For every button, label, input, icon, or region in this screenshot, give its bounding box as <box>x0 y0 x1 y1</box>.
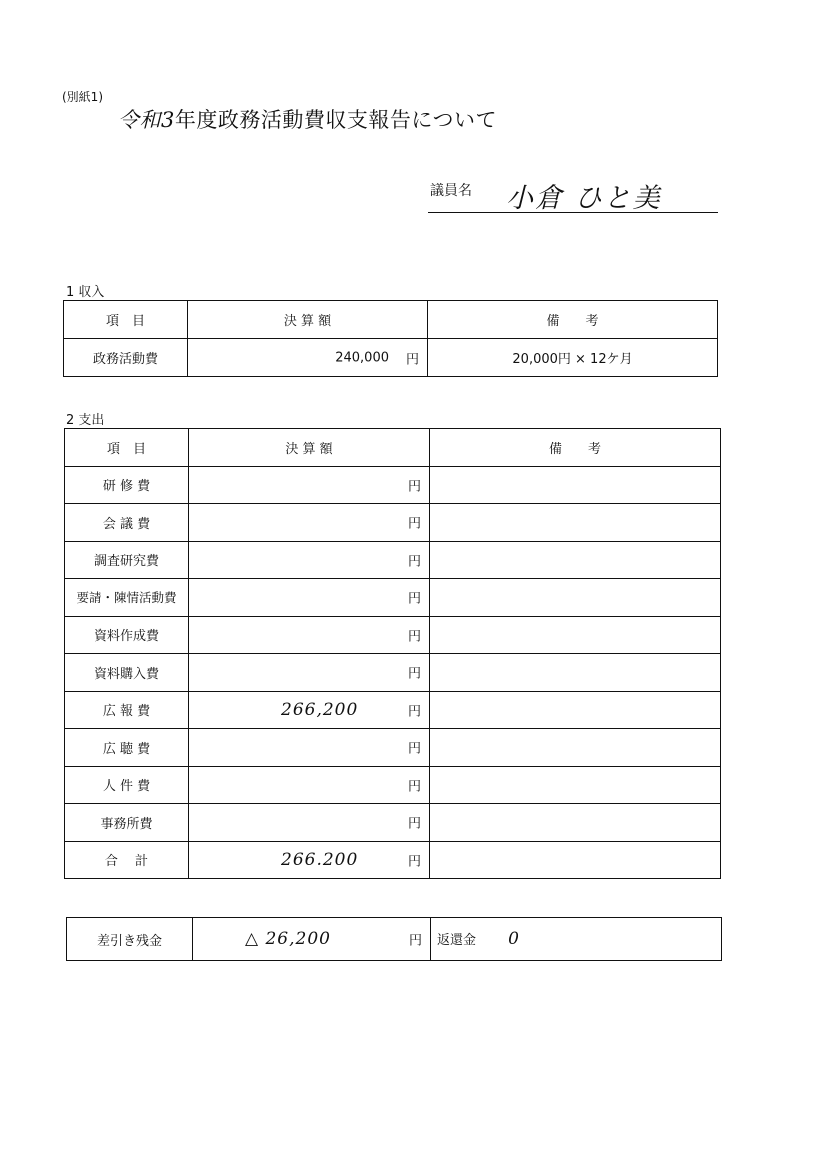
income-amount: 240,000 <box>335 350 389 365</box>
expenditure-remarks <box>430 466 721 504</box>
header-amount: 決 算 額 <box>189 429 430 467</box>
header-remarks: 備 考 <box>430 429 721 467</box>
balance-row <box>67 918 722 961</box>
header-remarks: 備 考 <box>428 301 718 339</box>
expenditure-row <box>65 504 721 542</box>
balance-amount-cell <box>193 918 431 961</box>
total-amount-handwritten: 266.200 <box>281 849 359 870</box>
yen-unit: 円 <box>407 591 421 607</box>
yen-unit: 円 <box>407 854 421 870</box>
header-item: 項 目 <box>64 301 188 339</box>
expenditure-remarks <box>430 616 721 654</box>
expenditure-remarks <box>430 579 721 617</box>
expenditure-remarks <box>430 766 721 804</box>
expenditure-header-row <box>65 429 721 467</box>
expenditure-amount-cell <box>189 466 430 504</box>
expenditure-row <box>65 691 721 729</box>
expenditure-remarks <box>430 654 721 692</box>
header-amount: 決 算 額 <box>188 301 428 339</box>
yen-unit: 円 <box>407 479 421 495</box>
yen-unit: 円 <box>408 933 422 949</box>
yen-unit: 円 <box>407 554 421 570</box>
expenditure-item: 研 修 費 <box>65 466 189 504</box>
expenditure-remarks <box>430 504 721 542</box>
title-year-handwritten: 3 <box>161 108 175 132</box>
attachment-note: (別紙1) <box>62 90 103 104</box>
expenditure-item: 人 件 費 <box>65 766 189 804</box>
expenditure-total-row <box>65 841 721 879</box>
income-item: 政務活動費 <box>64 339 188 377</box>
expenditure-item: 事務所費 <box>65 804 189 842</box>
income-row <box>64 339 718 377</box>
total-amount-cell <box>189 841 430 879</box>
expenditure-row <box>65 541 721 579</box>
yen-unit: 円 <box>407 666 421 682</box>
expenditure-table <box>64 428 721 879</box>
total-remarks <box>430 841 721 879</box>
refund-value-handwritten: 0 <box>508 929 520 949</box>
expenditure-item: 広 聴 費 <box>65 729 189 767</box>
income-header-row <box>64 301 718 339</box>
yen-unit: 円 <box>407 741 421 757</box>
yen-unit: 円 <box>405 352 419 367</box>
income-table <box>63 300 718 377</box>
expenditure-remarks <box>430 804 721 842</box>
expenditure-remarks <box>430 691 721 729</box>
yen-unit: 円 <box>407 816 421 832</box>
balance-table <box>66 917 722 961</box>
yen-unit: 円 <box>407 629 421 645</box>
expenditure-row <box>65 466 721 504</box>
expenditure-amount-handwritten: 266,200 <box>281 699 359 720</box>
expenditure-amount-cell <box>189 654 430 692</box>
expenditure-row <box>65 654 721 692</box>
expenditure-amount-cell <box>189 541 430 579</box>
expenditure-remarks <box>430 729 721 767</box>
expenditure-amount-cell <box>189 766 430 804</box>
expenditure-section-title: 2 支出 <box>66 413 105 428</box>
expenditure-item: 調査研究費 <box>65 541 189 579</box>
expenditure-item: 資料購入費 <box>65 654 189 692</box>
member-label: 議員名 <box>430 183 472 199</box>
balance-amount-handwritten: △ 26,200 <box>245 929 331 949</box>
expenditure-row <box>65 616 721 654</box>
income-remarks: 20,000円 × 12ケ月 <box>428 339 718 377</box>
title-era-handwritten: 令和 <box>118 108 161 132</box>
yen-unit: 円 <box>407 779 421 795</box>
income-section-title: 1 収入 <box>66 285 105 300</box>
expenditure-item: 資料作成費 <box>65 616 189 654</box>
expenditure-row <box>65 766 721 804</box>
balance-label: 差引き残金 <box>67 918 193 961</box>
yen-unit: 円 <box>407 516 421 532</box>
expenditure-item: 会 議 費 <box>65 504 189 542</box>
title-text: 年度政務活動費収支報告について <box>174 108 497 132</box>
expenditure-item: 広 報 費 <box>65 691 189 729</box>
yen-unit: 円 <box>407 704 421 720</box>
expenditure-amount-cell <box>189 804 430 842</box>
total-label: 合 計 <box>65 841 189 879</box>
expenditure-amount-cell <box>189 616 430 654</box>
expenditure-row <box>65 579 721 617</box>
signature-line <box>428 212 718 213</box>
expenditure-row <box>65 729 721 767</box>
refund-cell <box>431 918 722 961</box>
member-name-signature: 小倉 ひと美 <box>506 183 662 214</box>
expenditure-remarks <box>430 541 721 579</box>
expenditure-amount-cell <box>189 691 430 729</box>
header-item: 項 目 <box>65 429 189 467</box>
expenditure-amount-cell <box>189 504 430 542</box>
expenditure-item: 要請・陳情活動費 <box>65 579 189 617</box>
refund-label: 返還金 <box>437 933 477 948</box>
expenditure-amount-cell <box>189 729 430 767</box>
income-amount-cell <box>188 339 428 377</box>
page-title <box>118 104 497 134</box>
expenditure-amount-cell <box>189 579 430 617</box>
expenditure-row <box>65 804 721 842</box>
